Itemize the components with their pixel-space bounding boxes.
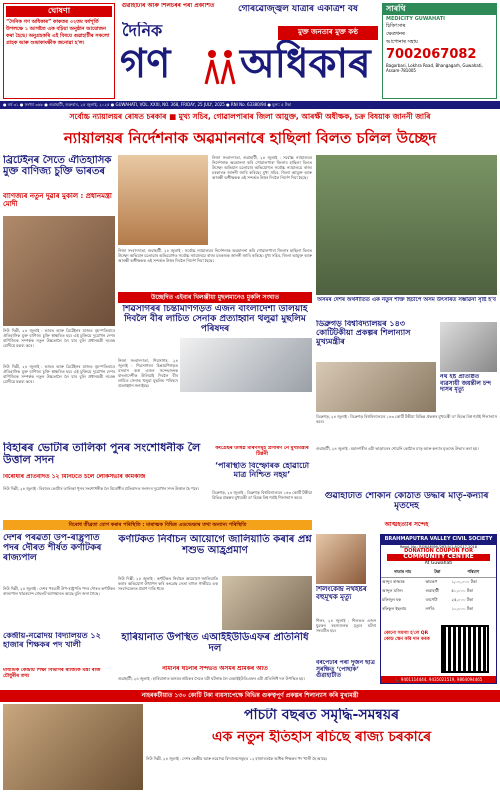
bottom-body: নিউ দিল্লী, ২৪ জুলাই : দেশৰ কেন্দ্ৰীয় আৰু নৱোদয় বিদ্যালয়সমূহত ১২ হাজাৰতকৈ অধিক শিক্ষকৰ পদ খালী হৈ আছে।	[146, 756, 328, 761]
britain-sub: বাণিজ্যৰ নতুন দুৱাৰ মুকলি : প্ৰধানমন্ত্ৰী মোদী	[3, 193, 112, 208]
bangalore-headline: বৰপেটাৰ পৰা দুজন ছাত্ৰ সুৰক্ষিত ‘পোছাক’ গুৱাহাটীত	[316, 660, 375, 680]
announcement-text: “দৈনিক গণ অধিকাৰ” কাকতৰ ৩২তম বৰ্ষপূৰ্তি উপলক্ষে ১ আগষ্টত এক বঢ়িয়া অনুষ্ঠান আয়োজন কৰা হৈছে। অনুগ্ৰহকৰি এই বিষয়ে গুৱাহাটীৰ সকলো গ্ৰাহক আৰু শুভাকাংক্ষীক জনোৱা হ'ল।	[6, 18, 110, 46]
dateline: ● বৰ্ষ ৩১ ● সংখ্যা ৩৬৮ ● গুৱাহাটী, শুক্ৰবাৰ, ২৫ জুলাই, ২০২৫ ● GUWAHATI, VOL. XXXI, NO. 368, FRIDAY, 25 JULY, 2025 ● RNI No. 63380/94 ● মূল্য: ৫ টকা	[0, 101, 500, 109]
vp-headline: দেশৰ পৰৱৰ্তী উপ-ৰাষ্ট্ৰপতি পদৰ দৌৰত শীৰ্ষত কৰ্ণাটকৰ ৰাজ্যপাল	[3, 534, 102, 563]
ad-line-1: চিকিৎসাৰ	[386, 22, 406, 29]
dibrugarh-photo	[316, 362, 436, 412]
donation-coupon-label: DONATION COUPON FOR	[404, 547, 473, 554]
dibrugarh-body: ডিব্ৰুগড়, ২৪ জুলাই : ডিব্ৰুগড় বিশ্ববিদ্যালয়ৰ ১৪৩ কোটি টকীয়া বিভিন্ন প্ৰকল্পৰ মুখ্যমন্ত্ৰী ড° হিমন্ত বিশ্ব শৰ্মাই শিলান্যাস কৰে।	[316, 414, 497, 424]
britain-photo	[3, 216, 115, 326]
muslim-banner: উচ্ছেদিত এইবাৰ খিলঞ্জীয়া মুছলমানেও মুকলি সংঘাত	[118, 292, 312, 303]
donation-col-quantity: পৰিমাণ	[450, 568, 496, 578]
table-row: ৰফিকুল ইছলাম নগাঁও ১০,০০০ টকা	[382, 605, 474, 611]
karnataka-photo	[222, 576, 312, 630]
ticker: সৰ্বোচ্চ ন্যায়ালয়ৰ ৰোষত চৰকাৰ ■ মুখ্য সচিব, গোৱালপাৰাৰ জিলা আয়ুক্ত, আৰক্ষী অধীক্ষক, চক্ৰ বিষয়াক জাননী জাৰি	[69, 112, 431, 121]
britain-body: নিউ দিল্লী, ২৪ জুলাই : ভাৰত আৰু ব্ৰিটেইনৰ মাজত বৃহস্পতিবাৰে ঐতিহাসিক মুক্ত বাণিজ্য চুক্তি স্বাক্ষৰিত হয়। এই চুক্তিয়ে দুয়োখন দেশৰ বাণিজ্যিক সম্পৰ্কক নতুন উচ্চতালৈ লৈ যাব বুলি প্ৰধানমন্ত্ৰী নৰেন্দ্ৰ মোদীয়ে মন্তব্য কৰে।	[3, 328, 115, 348]
bottom-headline-2: এক নতুন ইতিহাস ৰচিছে ৰাজ্য চৰকাৰে	[211, 730, 432, 745]
ad-subtitle: MEDICITY GUWAHATI	[386, 15, 445, 22]
donation-table	[381, 568, 496, 614]
shilpi-headline: শিলংকেন্দ্ৰ নৰ্থইষ্টৰ বহুমূখক মৃত্যু	[316, 586, 367, 601]
ad-line-3: আপোনাৰ সহায়	[386, 38, 418, 45]
kendriya-sub: মাধ্যমিক কেন্দ্ৰীয় শিক্ষা বিভাগৰ ৰাজ্যিক মন্ত্ৰী ৰাজ চৌধুৰীৰ তথ্য	[3, 668, 101, 679]
announcement-title: ঘোষণা	[6, 6, 112, 17]
court-photo	[118, 155, 208, 245]
bottom-strip: নাহৰকটীয়াত ১৩০ কোটি টকা ব্যয়সাপেক্ষে বিভিন্ন গুৰুত্বপূৰ্ণ প্ৰকল্পৰ শিলান্যাস কৰি মুখ্যমন্ত্ৰী	[0, 690, 500, 702]
logo-left: গণ	[120, 41, 171, 87]
bihar-headline: বিহাৰৰ ভোটাৰ তালিকা পুনৰ সংশোধনীক লৈ উত্তাল সদন	[3, 442, 201, 467]
guwahati-side-tag: আত্মহত্যাৰ সন্দেহ	[384, 522, 429, 528]
ad-address: Bagorbari, Lokhra Road, Bhangagarh, Guwahati, Assam-781005	[386, 63, 483, 74]
donation-centre: COMMUNITY CENTRE	[387, 554, 490, 561]
orange-bar: বিৰোধ তীব্ৰতা যোগ কৰাৰ পৰিস্থিতি : মাৰাত্মক বিভিন্ন এডভেঞ্চাৰ তথা অন্যান্য পৰিস্থিতি	[3, 520, 312, 530]
tripura-headline: ‘পৰিস্থিতি বিস্ফোৰক হোৱাটো মাত্ৰ নিশ্চিত নহয়’	[214, 462, 310, 479]
donation-note: কোনো সমস্যা হ'লে QR কোড স্কেন কৰি দান কৰক	[384, 631, 430, 642]
shilpi-body: শিলং, ২৪ জুলাই : শিলঙত এজন যুৱকৰ ৰহস্যজনক মৃত্যুৰ ঘটনা সংঘটিত হয়।	[316, 618, 376, 633]
karnataka-body: নিউ দিল্লী, ২৪ জুলাই : কৰ্ণাটকত নিৰ্বাচন আয়োগে জালিয়াতি কৰাৰ অভিযোগ উত্থাপন কৰি কংগ্ৰেছ নেতা ৰাহুল গান্ধীয়ে এক সংবাদমেলত প্ৰমাণ দাঙি ধৰে।	[118, 576, 218, 591]
ad-phone: 7002067082	[386, 46, 477, 62]
donation-at: At Guwahati	[424, 560, 453, 566]
eviction-photo	[316, 155, 497, 295]
guwahati-side-headline: গুৱাহাটীত শোকনি কোঠাত উদ্ধাৰ মাতৃ-কন্যাৰ মৃতদেহ	[324, 492, 489, 511]
donation-col-name: দাতাৰ নাম	[381, 568, 424, 578]
harianat-body: গুৱাহাটী, ২৪ জুলাই : হাৰিয়ানাত অসমৰ শ্ৰমিকৰ সৈতে ঘটা ঘটনাক লৈ এআইইউডিএফৰ এটা প্ৰতিনিধি দল উপস্থিত হয়।	[118, 676, 305, 681]
sivasagar-headline: শিৱসাগৰৰ চিন্তামণিগড়ত এজন বাংলাদেশী উলিয়াই দিবলৈ বীৰ লাচিত সেনাক প্ৰত্যাহ্বান থলুৱা মুছলিম পৰিষদৰ	[122, 305, 308, 334]
tripura-tag: কংগ্ৰেছৰ উদ্বিগ্ন মাৰণসমূহ প্ৰসাৰণ নৈ মুখ্যমন্ত্ৰীৰ টিপ্পনী	[215, 446, 309, 457]
dibrugarh-headline: ডিব্ৰুগড় বিশ্ববিদ্যালয়ৰ ১৪৩ কোটিটকীয়া প্ৰকল্পৰ শিলান্যাস মুখ্যমন্ত্ৰীৰ	[316, 320, 411, 346]
logo-right: অধিকাৰ	[240, 41, 371, 87]
table-row: আব্দুৰ ৰাজ্জাক কামৰূপ ১,০০,০০০ টকা	[382, 578, 477, 584]
sivasagar-body: নিজা সংবাদদাতা, শিৱসাগৰ, ২৪ জুলাই : শিৱসাগৰৰ চিন্তামণিগড়ত বসবাস কৰা এজন সন্দেহজনক বাংলাদেশীক উলিয়াই দিবলৈ বীৰ লাচিত সেনাক থলুৱা মুছলিম পৰিষদে প্ৰত্যাহ্বান জনাইছে।	[118, 358, 178, 388]
obituary-photo	[440, 322, 497, 372]
donation-reg: Regd. No.: RS/KAM(M)/263/A/1-8/2017-2018	[399, 544, 477, 549]
year-banner: গৌৰৱোজ্জ্বল যাত্ৰাৰ একত্ৰিশ বৰ্ষ	[237, 5, 359, 14]
guwahati-side-body: গুৱাহাটী, ২৪ জুলাই : মহানগৰীৰ এটা ভাড়াঘৰৰ শোৱনি কোঠাত মাতৃ আৰু কন্যাৰ মৃতদেহ উদ্ধাৰ কৰা হয়।	[316, 446, 479, 451]
harianat-sub: নামনিৰ ঘটনাৰ সন্দৰ্ভত অসমৰ শ্ৰমিকৰ আৰ্ত	[162, 666, 268, 672]
tripura-body: ডিব্ৰুগড়, ২৪ জুলাই : ডিব্ৰুগড় বিশ্ববিদ্যালয়ৰ ১৪৩ কোটি টকীয়া বিভিন্ন প্ৰকল্পৰ মুখ্যমন্ত্ৰী ড° হিমন্ত বিশ্ব শৰ্মাই শিলান্যাস কৰে।	[212, 490, 312, 500]
obituary-headline: নৰ্থ ইষ্ট প্ৰতিষ্ঠিত ব্যৱসায়ী জয়ন্তীল চন্দ দাসৰ মৃত্যু	[440, 374, 491, 394]
table-row: আব্দুল মজিদ গুৱাহাটী ৫০,০০০ টকা	[382, 587, 474, 593]
paper-logo	[112, 40, 380, 92]
table-row: মফিজুল হক বৰপেটা ২৫,০০০ টকা	[382, 596, 474, 602]
shilpi-photo	[316, 534, 366, 584]
donation-col-amount: টকা	[424, 568, 450, 578]
karnataka-headline: কৰ্ণাটকত নিৰ্বাচন আয়োগে জালিয়াতি কৰাৰ প্ৰশ্ন শশুভ আহ্ৰপ্ৰমাণ	[118, 534, 312, 556]
bihar-body: নিউ দিল্লী, ২৪ জুলাই : বিহাৰৰ ভোটাৰ তালিকা পুনৰ সংশোধনীক লৈ বিৰোধীৰ প্ৰতিবাদত সংসদৰ দুয়োখন সদন উত্তাল হৈ পৰে।	[3, 486, 199, 491]
ad-title: সাৰথি	[383, 4, 496, 15]
court-body-cont: নিজা সংবাদদাতা, গুৱাহাটী, ২৪ জুলাই : সৰ্বোচ্চ ন্যায়ালয়ৰ নিৰ্দেশনাক অৱমাননা কৰি গোৱালপাৰা জিলাৰ হাছিলা বিলত উচ্ছেদ অভিযান চলোৱাৰ অভিযোগত সৰ্বোচ্চ ন্যায়ালয়ে ৰাজ্য চৰকাৰক জাননী জাৰি কৰিছে। মুখ্য সচিব, জিলা আয়ুক্ত আৰু আৰক্ষী অধীক্ষকক এই সন্দৰ্ভত উত্তৰ দিবলৈ নিৰ্দেশ দিয়া হৈছে।	[118, 248, 312, 263]
vp-body: নিউ দিল্লী, ২৪ জুলাই : দেশৰ পৰৱৰ্তী উপ-ৰাষ্ট্ৰপতি পদৰ দৌৰত কৰ্ণাটকৰ ৰাজ্যপাল থাৱৰচান্দ গেহলট আগস্থানত আছে বুলি জনা গৈছে।	[3, 586, 115, 596]
qr-code-icon[interactable]	[443, 627, 487, 671]
donation-org: BRAHMAPUTRA VALLEY CIVIL SOCIETY	[381, 535, 496, 545]
slogan: মুক্ত জনতাৰ মুক্ত কণ্ঠ	[278, 26, 378, 40]
kendriya-headline: কেন্দ্ৰীয়-নৱোদয় বিদ্যালয়ত ১২ হাজাৰ শিক্ষকৰ পদ খালী	[3, 632, 101, 649]
ad-line-2: ক্ষেত্ৰখনৰ	[386, 30, 405, 37]
harianat-headline: হাৰিয়ানাত উপস্থিত এআইইউডিএফৰ প্ৰতিনিধি দল	[121, 632, 309, 654]
daily-label: দৈনিক	[122, 22, 163, 40]
britain-body-cont: নিউ দিল্লী, ২৪ জুলাই : ভাৰত আৰু ব্ৰিটেইনৰ মাজত বৃহস্পতিবাৰে ঐতিহাসিক মুক্ত বাণিজ্য চুক্তি স্বাক্ষৰিত হয়। এই চুক্তিয়ে দুয়োখন দেশৰ বাণিজ্যিক সম্পৰ্কক নতুন উচ্চতালৈ লৈ যাব বুলি প্ৰধানমন্ত্ৰী নৰেন্দ্ৰ মোদীয়ে মন্তব্য কৰে।	[3, 364, 115, 384]
announcement-box	[3, 3, 115, 99]
hospital-ad	[382, 3, 497, 99]
people-emblem-icon	[200, 46, 240, 86]
bottom-headline-1: পাঁচটা বছৰত সমৃদ্ধি-সমন্বয়ৰ	[244, 708, 399, 723]
britain-headline: ব্ৰিটেইনৰ সৈতে ঐতিহাসিক মুক্ত বাণিজ্য চুক্তি ভাৰতৰ	[3, 155, 112, 177]
donation-coupon	[380, 534, 497, 684]
photo-caption: অসমৰ দেশৰ অৰ্থনীতিত এক নতুন শক্তি হিচাপে অসম উৎসৰিত সম্ভাৱনা সৃষ্টি হ'ব	[317, 297, 496, 303]
tagline-top: গুৱাহাটীৰ আৰু শিলচৰৰ পৰা প্ৰকাশিত	[121, 3, 215, 9]
court-body: নিজা সংবাদদাতা, গুৱাহাটী, ২৪ জুলাই : সৰ্বোচ্চ ন্যায়ালয়ৰ নিৰ্দেশনাক অৱমাননা কৰি গোৱালপাৰা জিলাৰ হাছিলা বিলত উচ্ছেদ অভিযান চলোৱাৰ অভিযোগত সৰ্বোচ্চ ন্যায়ালয়ে ৰাজ্য চৰকাৰক জাননী জাৰি কৰিছে। মুখ্য সচিব, জিলা আয়ুক্ত আৰু আৰক্ষী অধীক্ষকক এই সন্দৰ্ভত উত্তৰ দিবলৈ নিৰ্দেশ দিয়া হৈছে।	[212, 155, 312, 180]
bottom-photo	[3, 704, 143, 790]
sivasagar-photo	[180, 338, 312, 392]
bihar-sub: বিৰোধীৰ প্ৰতিবাদত ১২ মিনিটতে চলে লোকসভাৰ কামকাজ	[3, 474, 146, 480]
donation-phones: 📞 9401114444, 9435021519, 9864094465	[381, 676, 496, 683]
lead-headline: ন্যায়ালয়ৰ নিৰ্দেশনাক অৱমাননাৰে হাছিলা বিলত চলিল উচ্ছেদ	[63, 129, 437, 147]
